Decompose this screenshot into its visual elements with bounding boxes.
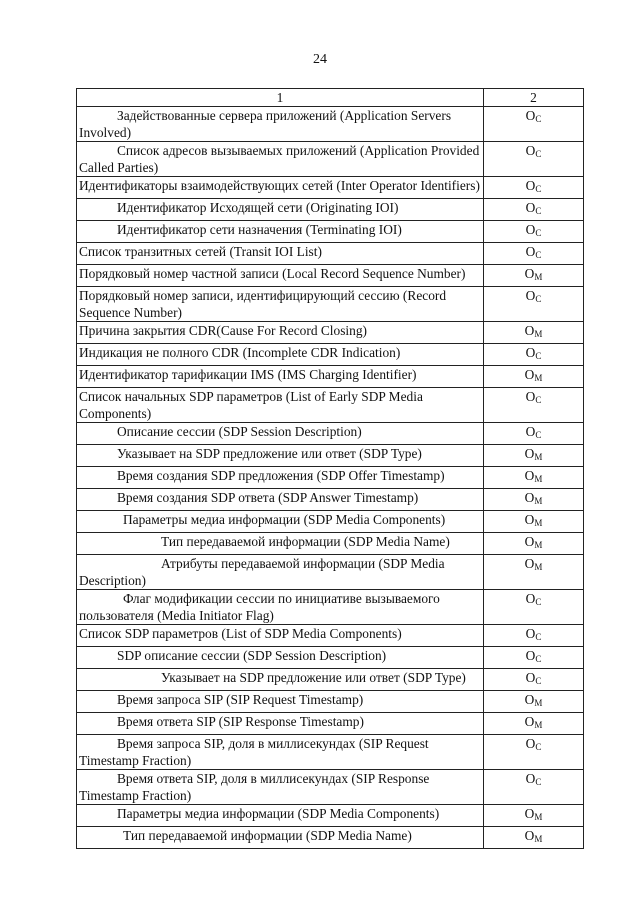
field-name-cell: Время ответа SIP, доля в миллисекундах (SIP Response Timestamp Fraction) [77, 770, 484, 805]
field-status-cell [484, 467, 584, 489]
field-status-cell [484, 322, 584, 344]
table-row [77, 467, 584, 489]
status-subscript: C [535, 777, 542, 787]
status-letter: O [524, 828, 535, 843]
status-letter: O [524, 806, 535, 821]
status-subscript: M [534, 329, 543, 339]
field-status-cell [484, 265, 584, 287]
header-col-2: 2 [484, 89, 584, 107]
status-subscript: M [534, 496, 543, 506]
status-subscript: C [535, 294, 542, 304]
table-row [77, 489, 584, 511]
field-status-cell [484, 221, 584, 243]
table-row [77, 533, 584, 555]
status-subscript: M [534, 720, 543, 730]
status-letter: O [525, 736, 536, 751]
status-letter: O [525, 591, 536, 606]
status-letter: O [525, 771, 536, 786]
field-status-cell [484, 770, 584, 805]
status-letter: O [524, 512, 535, 527]
field-name-cell: Идентификатор Исходящей сети (Originating IOI) [77, 199, 484, 221]
status-subscript: C [535, 114, 542, 124]
table-row [77, 511, 584, 533]
status-subscript: C [535, 184, 542, 194]
status-letter: O [524, 556, 535, 571]
field-status-cell [484, 388, 584, 423]
status-letter: O [524, 534, 535, 549]
field-status-cell [484, 142, 584, 177]
field-name-cell: Идентификатор тарификации IMS (IMS Charging Identifier) [77, 366, 484, 388]
field-status-cell [484, 511, 584, 533]
table-row [77, 691, 584, 713]
status-subscript: C [535, 250, 542, 260]
field-name-cell: Время создания SDP предложения (SDP Offer Timestamp) [77, 467, 484, 489]
status-letter: O [524, 468, 535, 483]
status-letter: O [524, 446, 535, 461]
table-row [77, 199, 584, 221]
table-row [77, 805, 584, 827]
field-status-cell [484, 669, 584, 691]
table-row [77, 344, 584, 366]
field-name-cell: Атрибуты передаваемой информации (SDP Media Description) [77, 555, 484, 590]
status-letter: O [524, 692, 535, 707]
status-subscript: M [534, 452, 543, 462]
status-letter: O [525, 244, 536, 259]
status-letter: O [525, 178, 536, 193]
table-row [77, 827, 584, 849]
status-letter: O [525, 389, 536, 404]
status-letter: O [525, 222, 536, 237]
field-name-cell: Тип передаваемой информации (SDP Media Name) [77, 533, 484, 555]
table-row [77, 590, 584, 625]
field-status-cell [484, 590, 584, 625]
status-subscript: C [535, 597, 542, 607]
field-name-cell: Время ответа SIP (SIP Response Timestamp) [77, 713, 484, 735]
table-header-row [77, 89, 584, 107]
field-name-cell: Время запроса SIP (SIP Request Timestamp) [77, 691, 484, 713]
status-letter: O [524, 266, 535, 281]
field-status-cell [484, 647, 584, 669]
status-letter: O [525, 143, 536, 158]
status-letter: O [524, 714, 535, 729]
field-name-cell: SDP описание сессии (SDP Session Description) [77, 647, 484, 669]
header-col-1: 1 [77, 89, 484, 107]
status-subscript: M [534, 698, 543, 708]
field-status-cell [484, 691, 584, 713]
table-row [77, 221, 584, 243]
field-status-cell [484, 805, 584, 827]
table-row [77, 555, 584, 590]
field-name-cell: Указывает на SDP предложение или ответ (SDP Type) [77, 669, 484, 691]
field-name-cell: Идентификаторы взаимодействующих сетей (Inter Operator Identifiers) [77, 177, 484, 199]
field-name-cell: Порядковый номер записи, идентифицирующий сессию (Record Sequence Number) [77, 287, 484, 322]
field-name-cell: Порядковый номер частной записи (Local Record Sequence Number) [77, 265, 484, 287]
status-letter: O [525, 648, 536, 663]
status-subscript: C [535, 676, 542, 686]
attribute-table [76, 88, 584, 849]
status-subscript: C [535, 430, 542, 440]
status-subscript: M [534, 373, 543, 383]
status-subscript: M [534, 562, 543, 572]
status-letter: O [525, 345, 536, 360]
table-row [77, 625, 584, 647]
field-name-cell: Время запроса SIP, доля в миллисекундах (SIP Request Timestamp Fraction) [77, 735, 484, 770]
status-subscript: M [534, 272, 543, 282]
table-row [77, 669, 584, 691]
field-name-cell: Идентификатор сети назначения (Terminating IOI) [77, 221, 484, 243]
table-row [77, 647, 584, 669]
table-row [77, 107, 584, 142]
status-letter: O [525, 200, 536, 215]
table-row [77, 287, 584, 322]
field-name-cell: Список транзитных сетей (Transit IOI List) [77, 243, 484, 265]
table-row [77, 770, 584, 805]
field-name-cell: Индикация не полного CDR (Incomplete CDR Indication) [77, 344, 484, 366]
status-subscript: M [534, 812, 543, 822]
field-name-cell: Список адресов вызываемых приложений (Application Provided Called Parties) [77, 142, 484, 177]
table-row [77, 445, 584, 467]
field-status-cell [484, 555, 584, 590]
field-name-cell: Описание сессии (SDP Session Description) [77, 423, 484, 445]
field-status-cell [484, 287, 584, 322]
table-body [77, 107, 584, 849]
field-name-cell: Параметры медиа информации (SDP Media Components) [77, 805, 484, 827]
status-letter: O [524, 323, 535, 338]
status-subscript: C [535, 351, 542, 361]
field-status-cell [484, 489, 584, 511]
field-status-cell [484, 533, 584, 555]
field-status-cell [484, 735, 584, 770]
table-row [77, 243, 584, 265]
table-row [77, 388, 584, 423]
status-letter: O [525, 108, 536, 123]
status-letter: O [525, 626, 536, 641]
field-status-cell [484, 107, 584, 142]
page-number: 24 [313, 52, 327, 67]
field-name-cell: Флаг модификации сессии по инициативе вызываемого пользователя (Media Initiator Flag) [77, 590, 484, 625]
status-letter: O [525, 288, 536, 303]
table-row [77, 322, 584, 344]
field-status-cell [484, 713, 584, 735]
field-name-cell: Время создания SDP ответа (SDP Answer Timestamp) [77, 489, 484, 511]
status-subscript: M [534, 540, 543, 550]
status-subscript: C [535, 632, 542, 642]
field-name-cell: Параметры медиа информации (SDP Media Components) [77, 511, 484, 533]
field-name-cell: Список начальных SDP параметров (List of Early SDP Media Components) [77, 388, 484, 423]
status-letter: O [525, 670, 536, 685]
field-name-cell: Указывает на SDP предложение или ответ (SDP Type) [77, 445, 484, 467]
field-status-cell [484, 625, 584, 647]
field-name-cell: Тип передаваемой информации (SDP Media Name) [77, 827, 484, 849]
field-status-cell [484, 423, 584, 445]
field-name-cell: Список SDP параметров (List of SDP Media Components) [77, 625, 484, 647]
table-row [77, 265, 584, 287]
field-name-cell: Задействованные сервера приложений (Application Servers Involved) [77, 107, 484, 142]
field-status-cell [484, 243, 584, 265]
field-name-cell: Причина закрытия CDR(Cause For Record Closing) [77, 322, 484, 344]
status-subscript: M [534, 518, 543, 528]
table-row [77, 735, 584, 770]
table-row [77, 366, 584, 388]
status-subscript: C [535, 395, 542, 405]
status-subscript: C [535, 149, 542, 159]
field-status-cell [484, 445, 584, 467]
status-subscript: M [534, 834, 543, 844]
table-row [77, 713, 584, 735]
table-row [77, 142, 584, 177]
status-subscript: M [534, 474, 543, 484]
status-subscript: C [535, 742, 542, 752]
status-letter: O [524, 490, 535, 505]
status-letter: O [525, 424, 536, 439]
status-subscript: C [535, 206, 542, 216]
field-status-cell [484, 199, 584, 221]
field-status-cell [484, 827, 584, 849]
field-status-cell [484, 344, 584, 366]
field-status-cell [484, 177, 584, 199]
status-letter: O [524, 367, 535, 382]
table-row [77, 177, 584, 199]
field-status-cell [484, 366, 584, 388]
status-subscript: C [535, 228, 542, 238]
table-row [77, 423, 584, 445]
status-subscript: C [535, 654, 542, 664]
